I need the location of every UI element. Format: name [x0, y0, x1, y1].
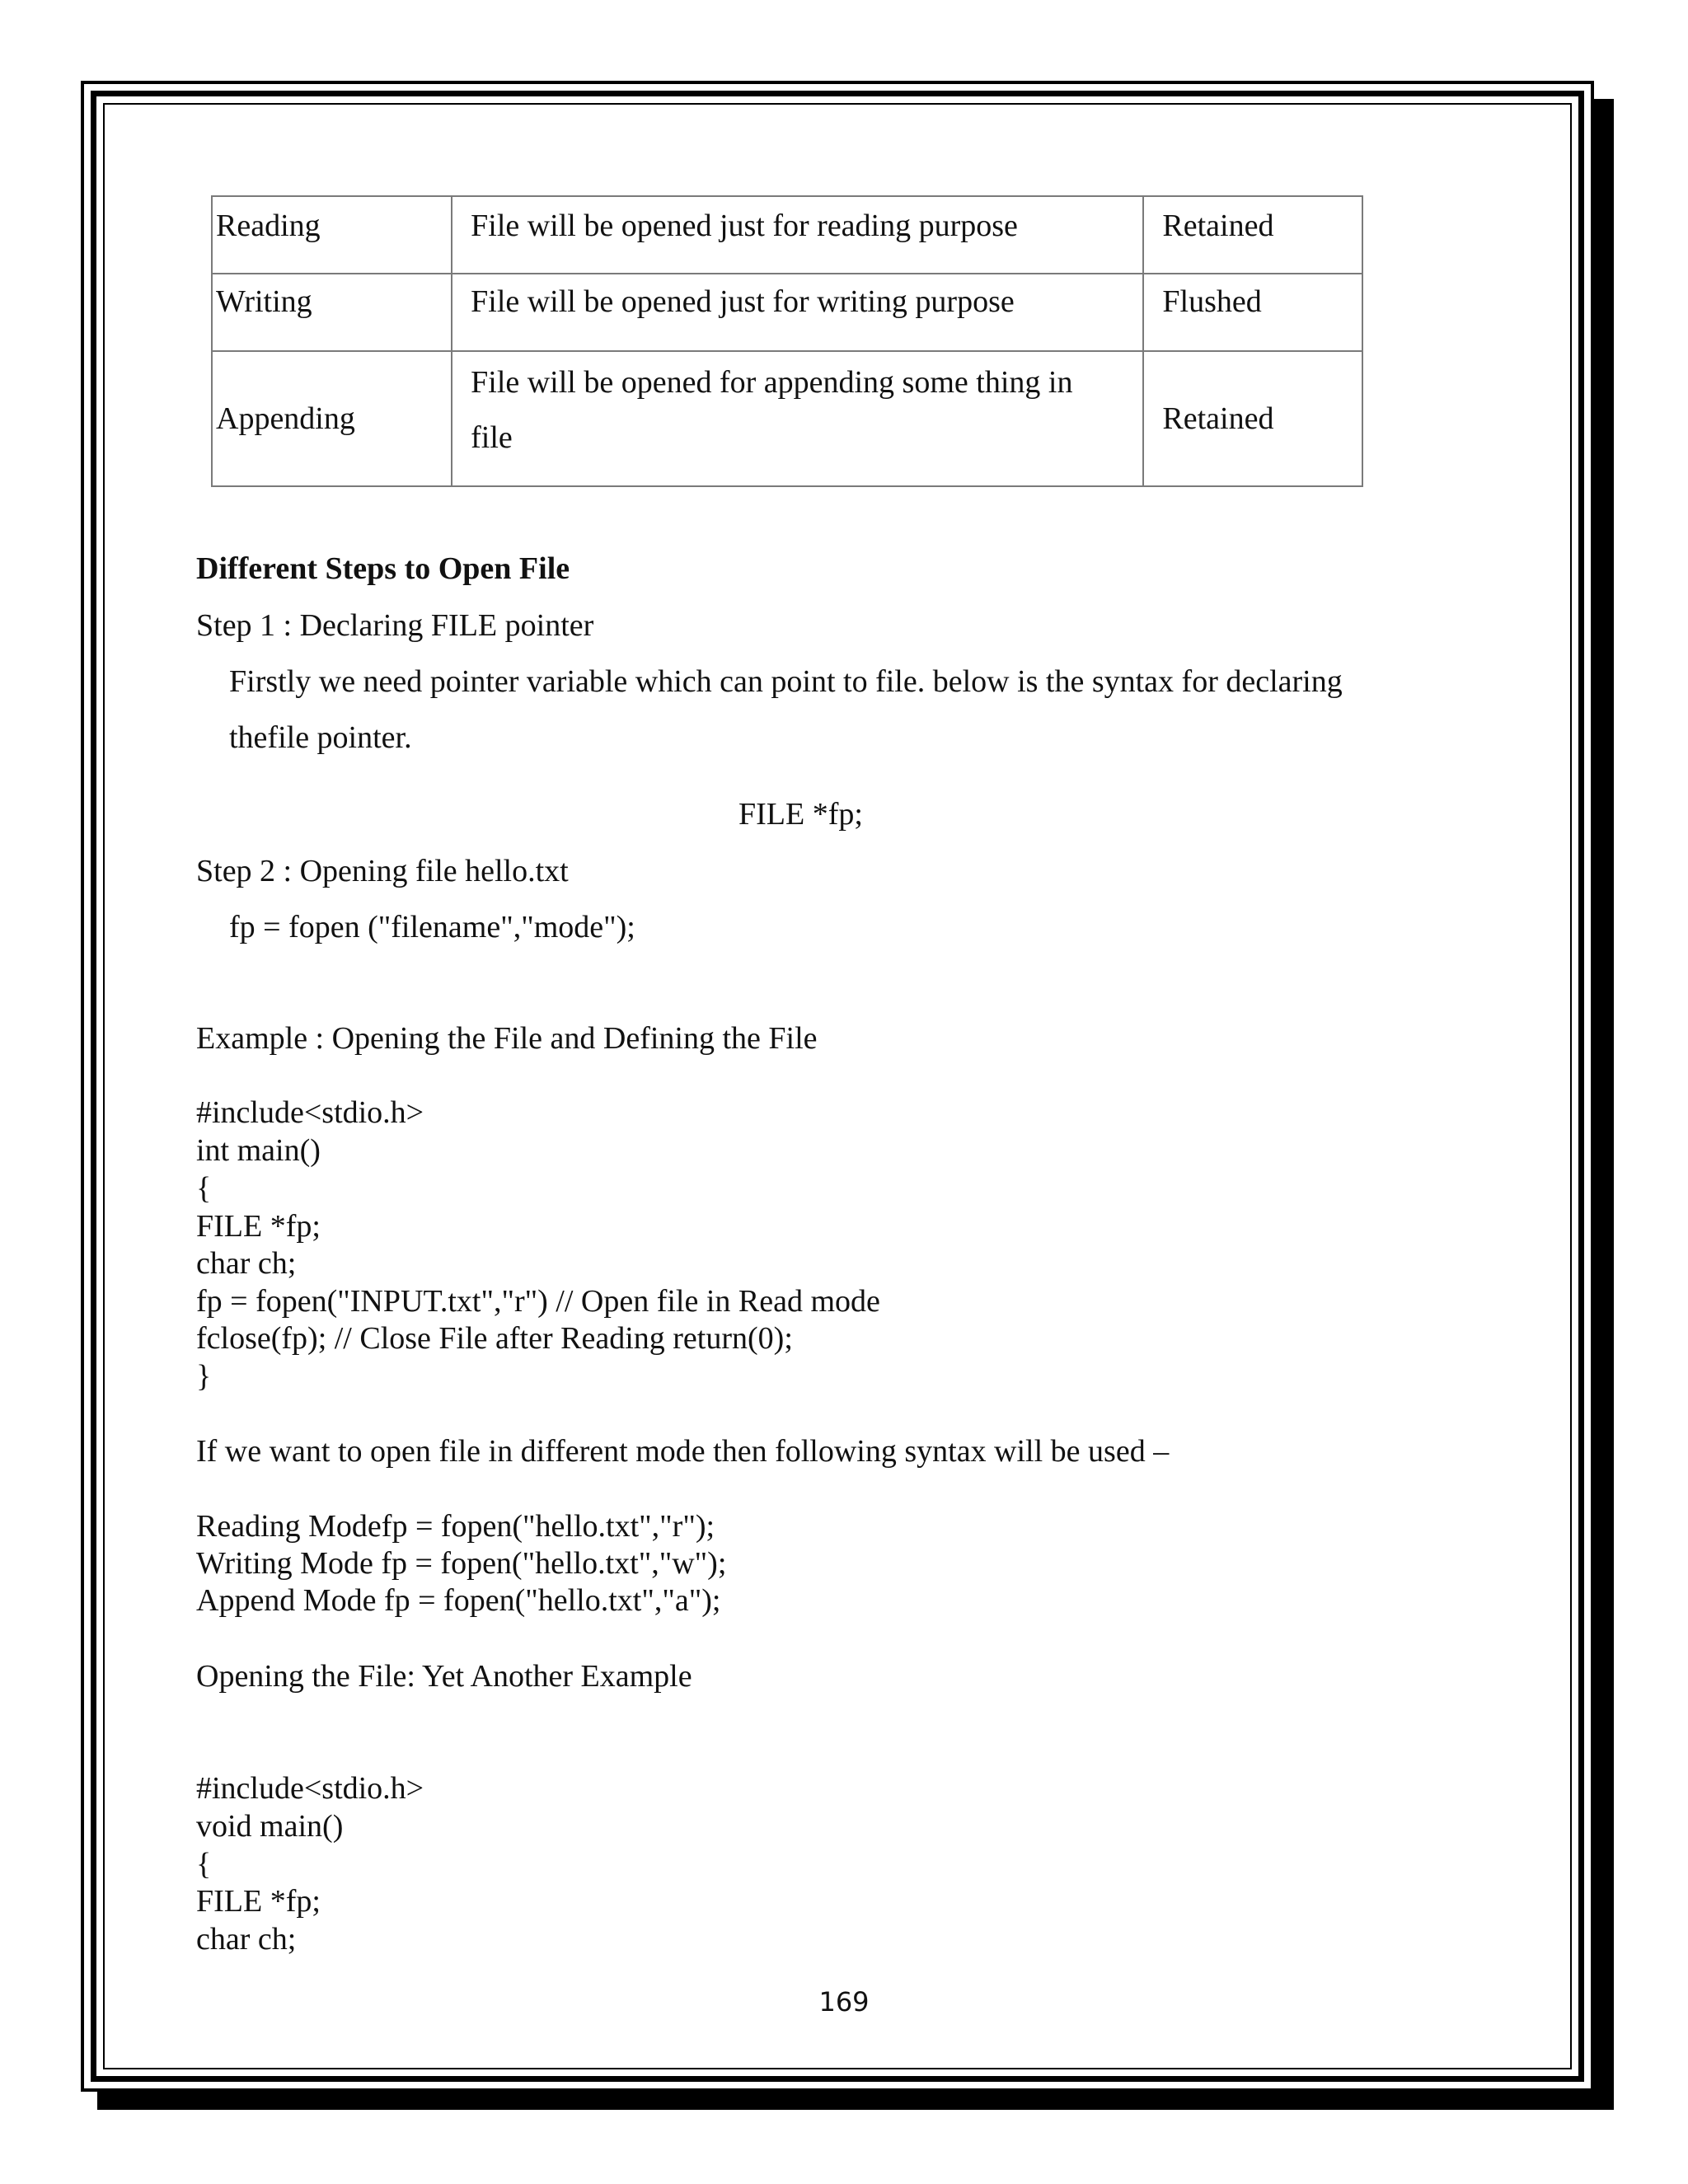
- code-line: fclose(fp); // Close File after Reading return(0);: [196, 1321, 793, 1356]
- description-line: File will be opened for appending some thing in: [471, 365, 1073, 400]
- code-line: #include<stdio.h>: [196, 1095, 424, 1130]
- table-cell-content: Retained: [1143, 351, 1362, 486]
- code-line: fp = fopen("INPUT.txt","r") // Open file in Read mode: [196, 1284, 880, 1319]
- code-line: void main(): [196, 1809, 344, 1844]
- table-cell-description: [452, 351, 1143, 486]
- section-heading: Different Steps to Open File: [196, 551, 570, 586]
- table-cell-description: File will be opened just for reading purpose: [452, 196, 1143, 274]
- code-line: FILE *fp;: [196, 1209, 321, 1244]
- code-line: Reading Modefp = fopen("hello.txt","r");: [196, 1509, 715, 1544]
- page-number: 169: [818, 1986, 870, 2018]
- example-title: Example : Opening the File and Defining the File: [196, 1021, 818, 1056]
- code-line: {: [196, 1171, 212, 1206]
- code-line: FILE *fp;: [196, 1884, 321, 1919]
- code-line: Append Mode fp = fopen("hello.txt","a");: [196, 1583, 721, 1618]
- code-line: }: [196, 1359, 212, 1394]
- table-row: [212, 274, 1362, 351]
- code-line: {: [196, 1847, 212, 1882]
- table-row: [212, 351, 1362, 486]
- file-modes-table: [211, 195, 1363, 487]
- modes-intro: If we want to open file in different mode then following syntax will be used –: [196, 1434, 1170, 1469]
- table-cell-content: Retained: [1143, 196, 1362, 274]
- table-cell-mode: Appending: [212, 351, 452, 486]
- table-cell-mode: Reading: [212, 196, 452, 274]
- code-line: #include<stdio.h>: [196, 1771, 424, 1806]
- code-line: int main(): [196, 1133, 321, 1168]
- step-2-syntax: fp = fopen ("filename","mode");: [229, 910, 635, 944]
- table-cell-description: File will be opened just for writing purpose: [452, 274, 1143, 351]
- code-line: Writing Mode fp = fopen("hello.txt","w");: [196, 1546, 727, 1581]
- step-1-paragraph-line: Firstly we need pointer variable which can point to file. below is the syntax for declaring: [229, 664, 1343, 699]
- table-cell-mode: Writing: [212, 274, 452, 351]
- step-2-title: Step 2 : Opening file hello.txt: [196, 854, 569, 888]
- code-line: char ch;: [196, 1246, 297, 1281]
- step-1-syntax: FILE *fp;: [738, 797, 863, 832]
- table-row: [212, 196, 1362, 274]
- description-line: file: [471, 420, 513, 455]
- step-1-paragraph-line: thefile pointer.: [229, 720, 412, 755]
- code-line: char ch;: [196, 1922, 297, 1957]
- table-cell-content: Flushed: [1143, 274, 1362, 351]
- step-1-title: Step 1 : Declaring FILE pointer: [196, 608, 594, 643]
- example-2-title: Opening the File: Yet Another Example: [196, 1659, 692, 1694]
